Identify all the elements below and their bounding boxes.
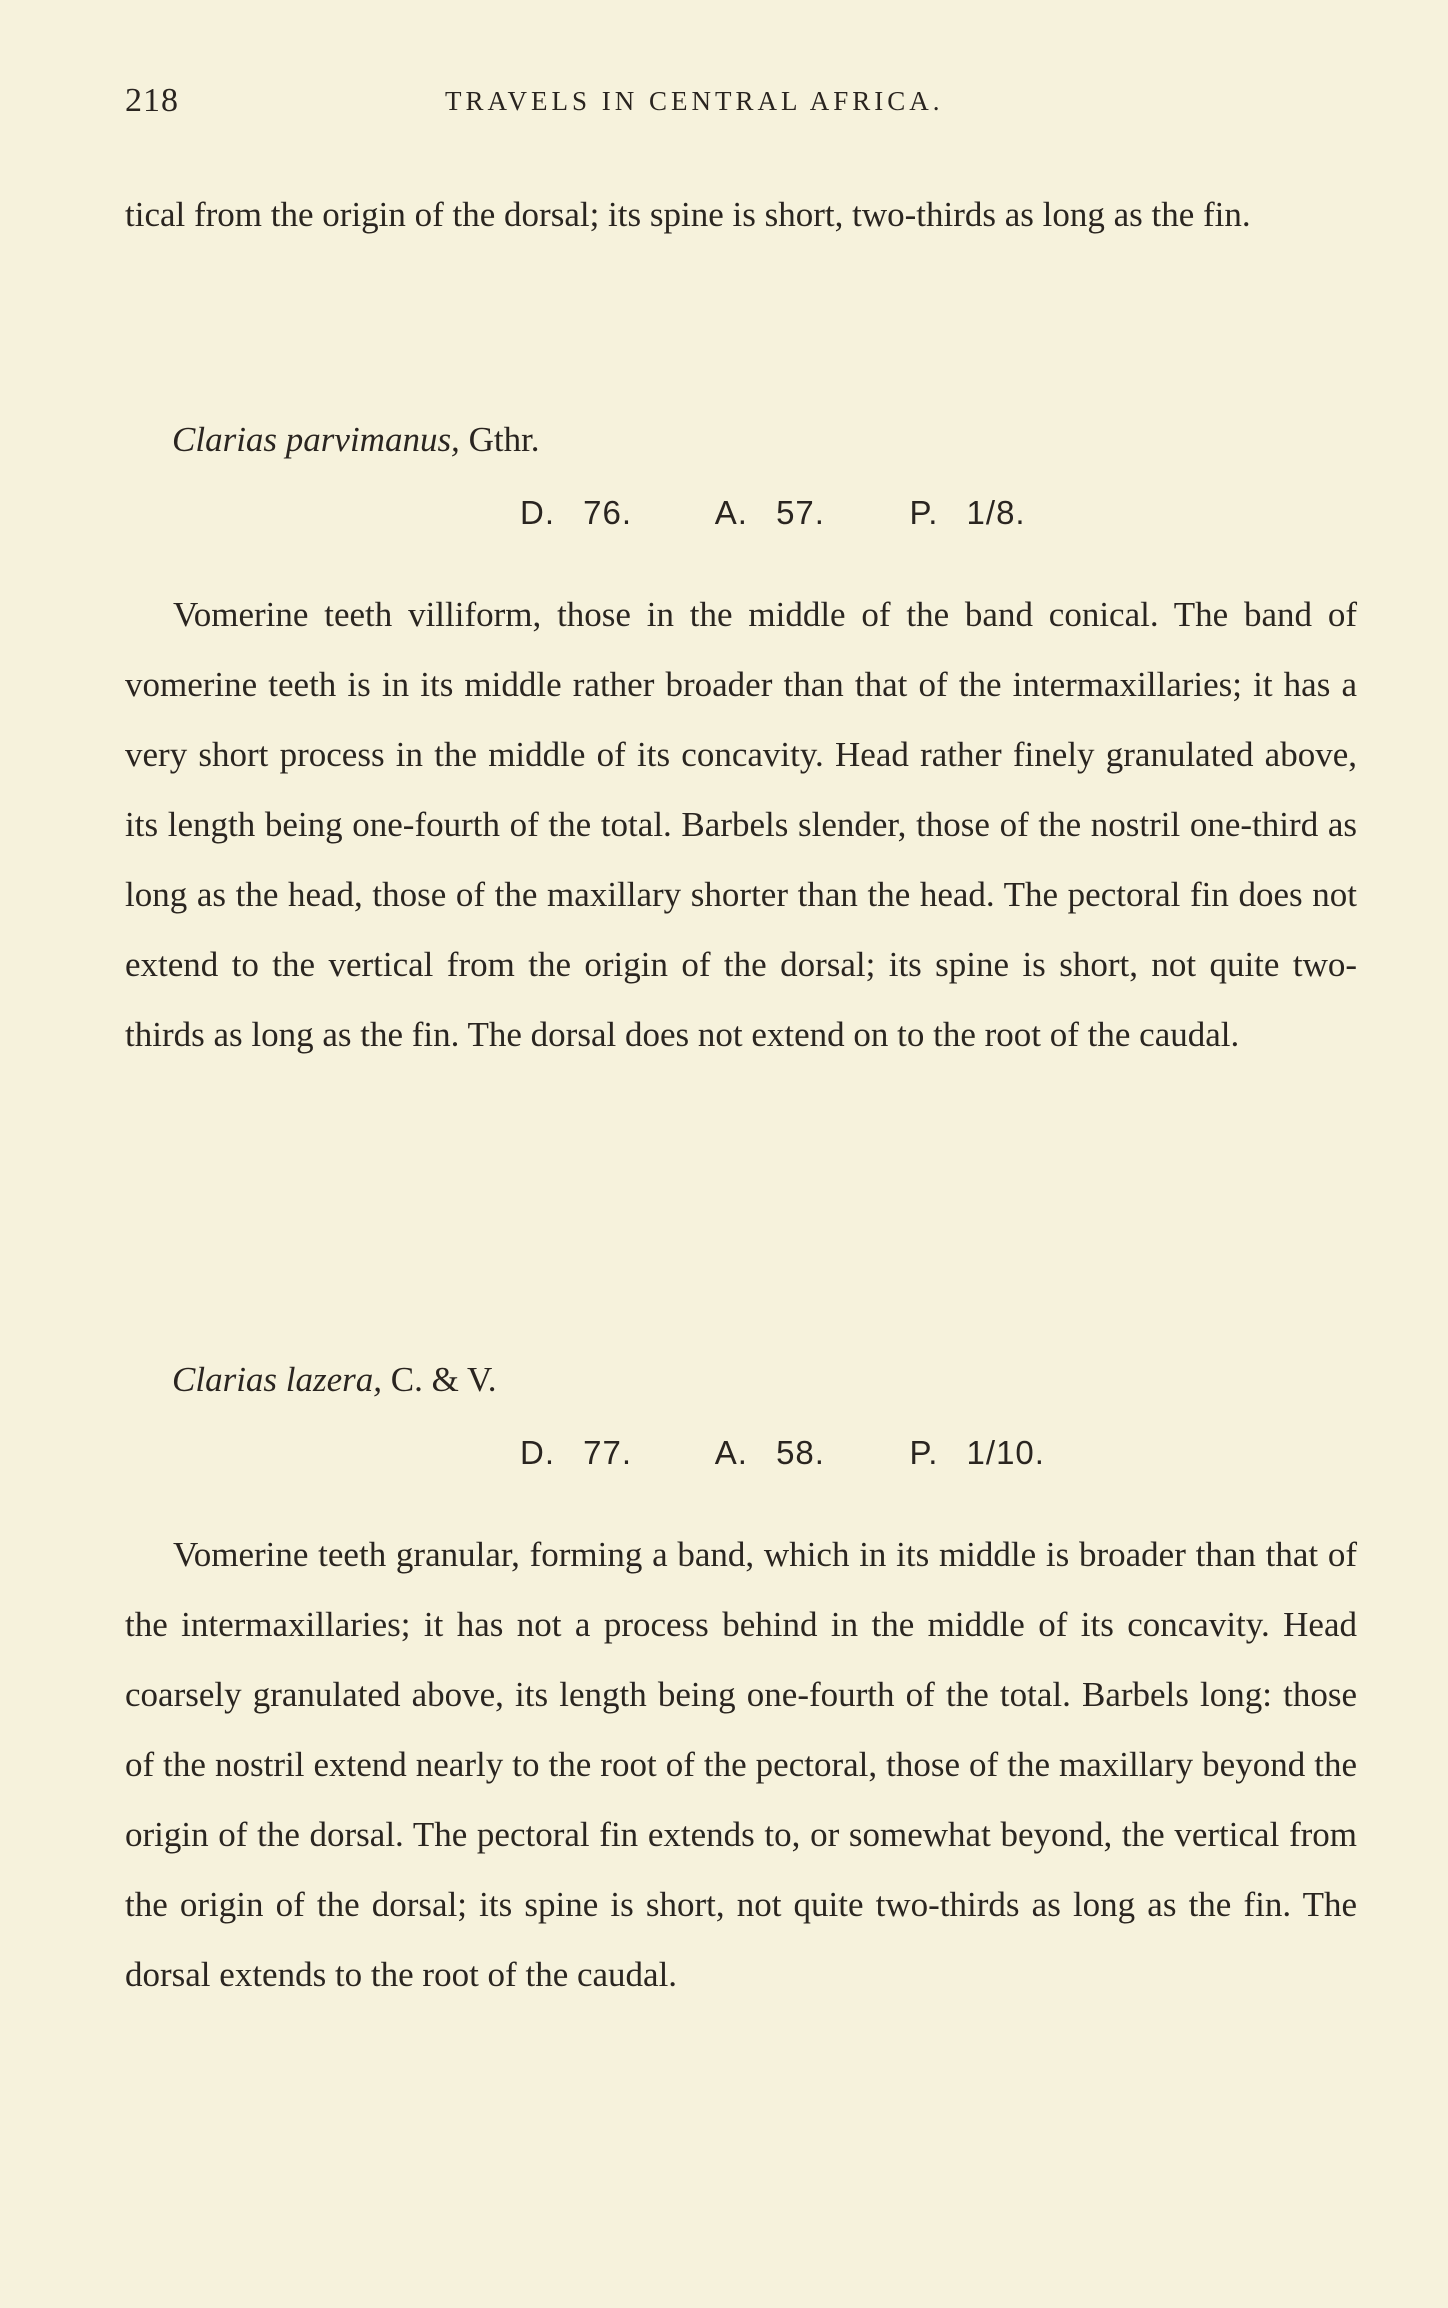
fin-formula: D. 77. A. 58. P. 1/10. [520,1434,1045,1471]
species-description: Vomerine teeth villiform, those in the middle of the band conical. The band of vomerine teeth is in its middle rather broader than that of the intermaxillaries; it has a very short process in the middle of its concavity. Head rather finely granulated above, its length being one-fourth of the total. Barbels slender, those of the nostril one-third as long as the head, those of the maxillary shorter than the head. The pectoral fin does not extend to the vertical from the origin of the dorsal; its spine is short, not quite two-thirds as long as the fin. The dorsal does not extend on to the root of the caudal. [125,595,1357,1054]
species-name: Clarias lazera, [172,1360,383,1399]
fin-formula: D. 76. A. 57. P. 1/8. [520,494,1026,531]
species-heading [172,405,540,475]
continuation-paragraph: tical from the origin of the dorsal; its spine is short, two-thirds as long as the fin. [125,195,1251,234]
running-title: TRAVELS IN CENTRAL AFRICA. [445,86,944,116]
species-heading [172,1345,497,1415]
species-authority: Gthr. [468,420,540,459]
species-description: Vomerine teeth granular, forming a band, which in its middle is broader than that of the intermaxillaries; it has not a process behind in the middle of its concavity. Head coarsely granulated above, its length being one-fourth of the total. Barbels long: those of the nostril extend nearly to the root of the pectoral, those of the maxillary beyond the origin of the dorsal. The pectoral fin extends to, or somewhat beyond, the vertical from the origin of the dorsal; its spine is short, not quite two-thirds as long as the fin. The dorsal extends to the root of the caudal. [125,1535,1357,1994]
species-authority: C. & V. [390,1360,497,1399]
species-name: Clarias parvimanus, [172,420,460,459]
running-head [125,82,1365,132]
page-number: 218 [125,82,179,119]
